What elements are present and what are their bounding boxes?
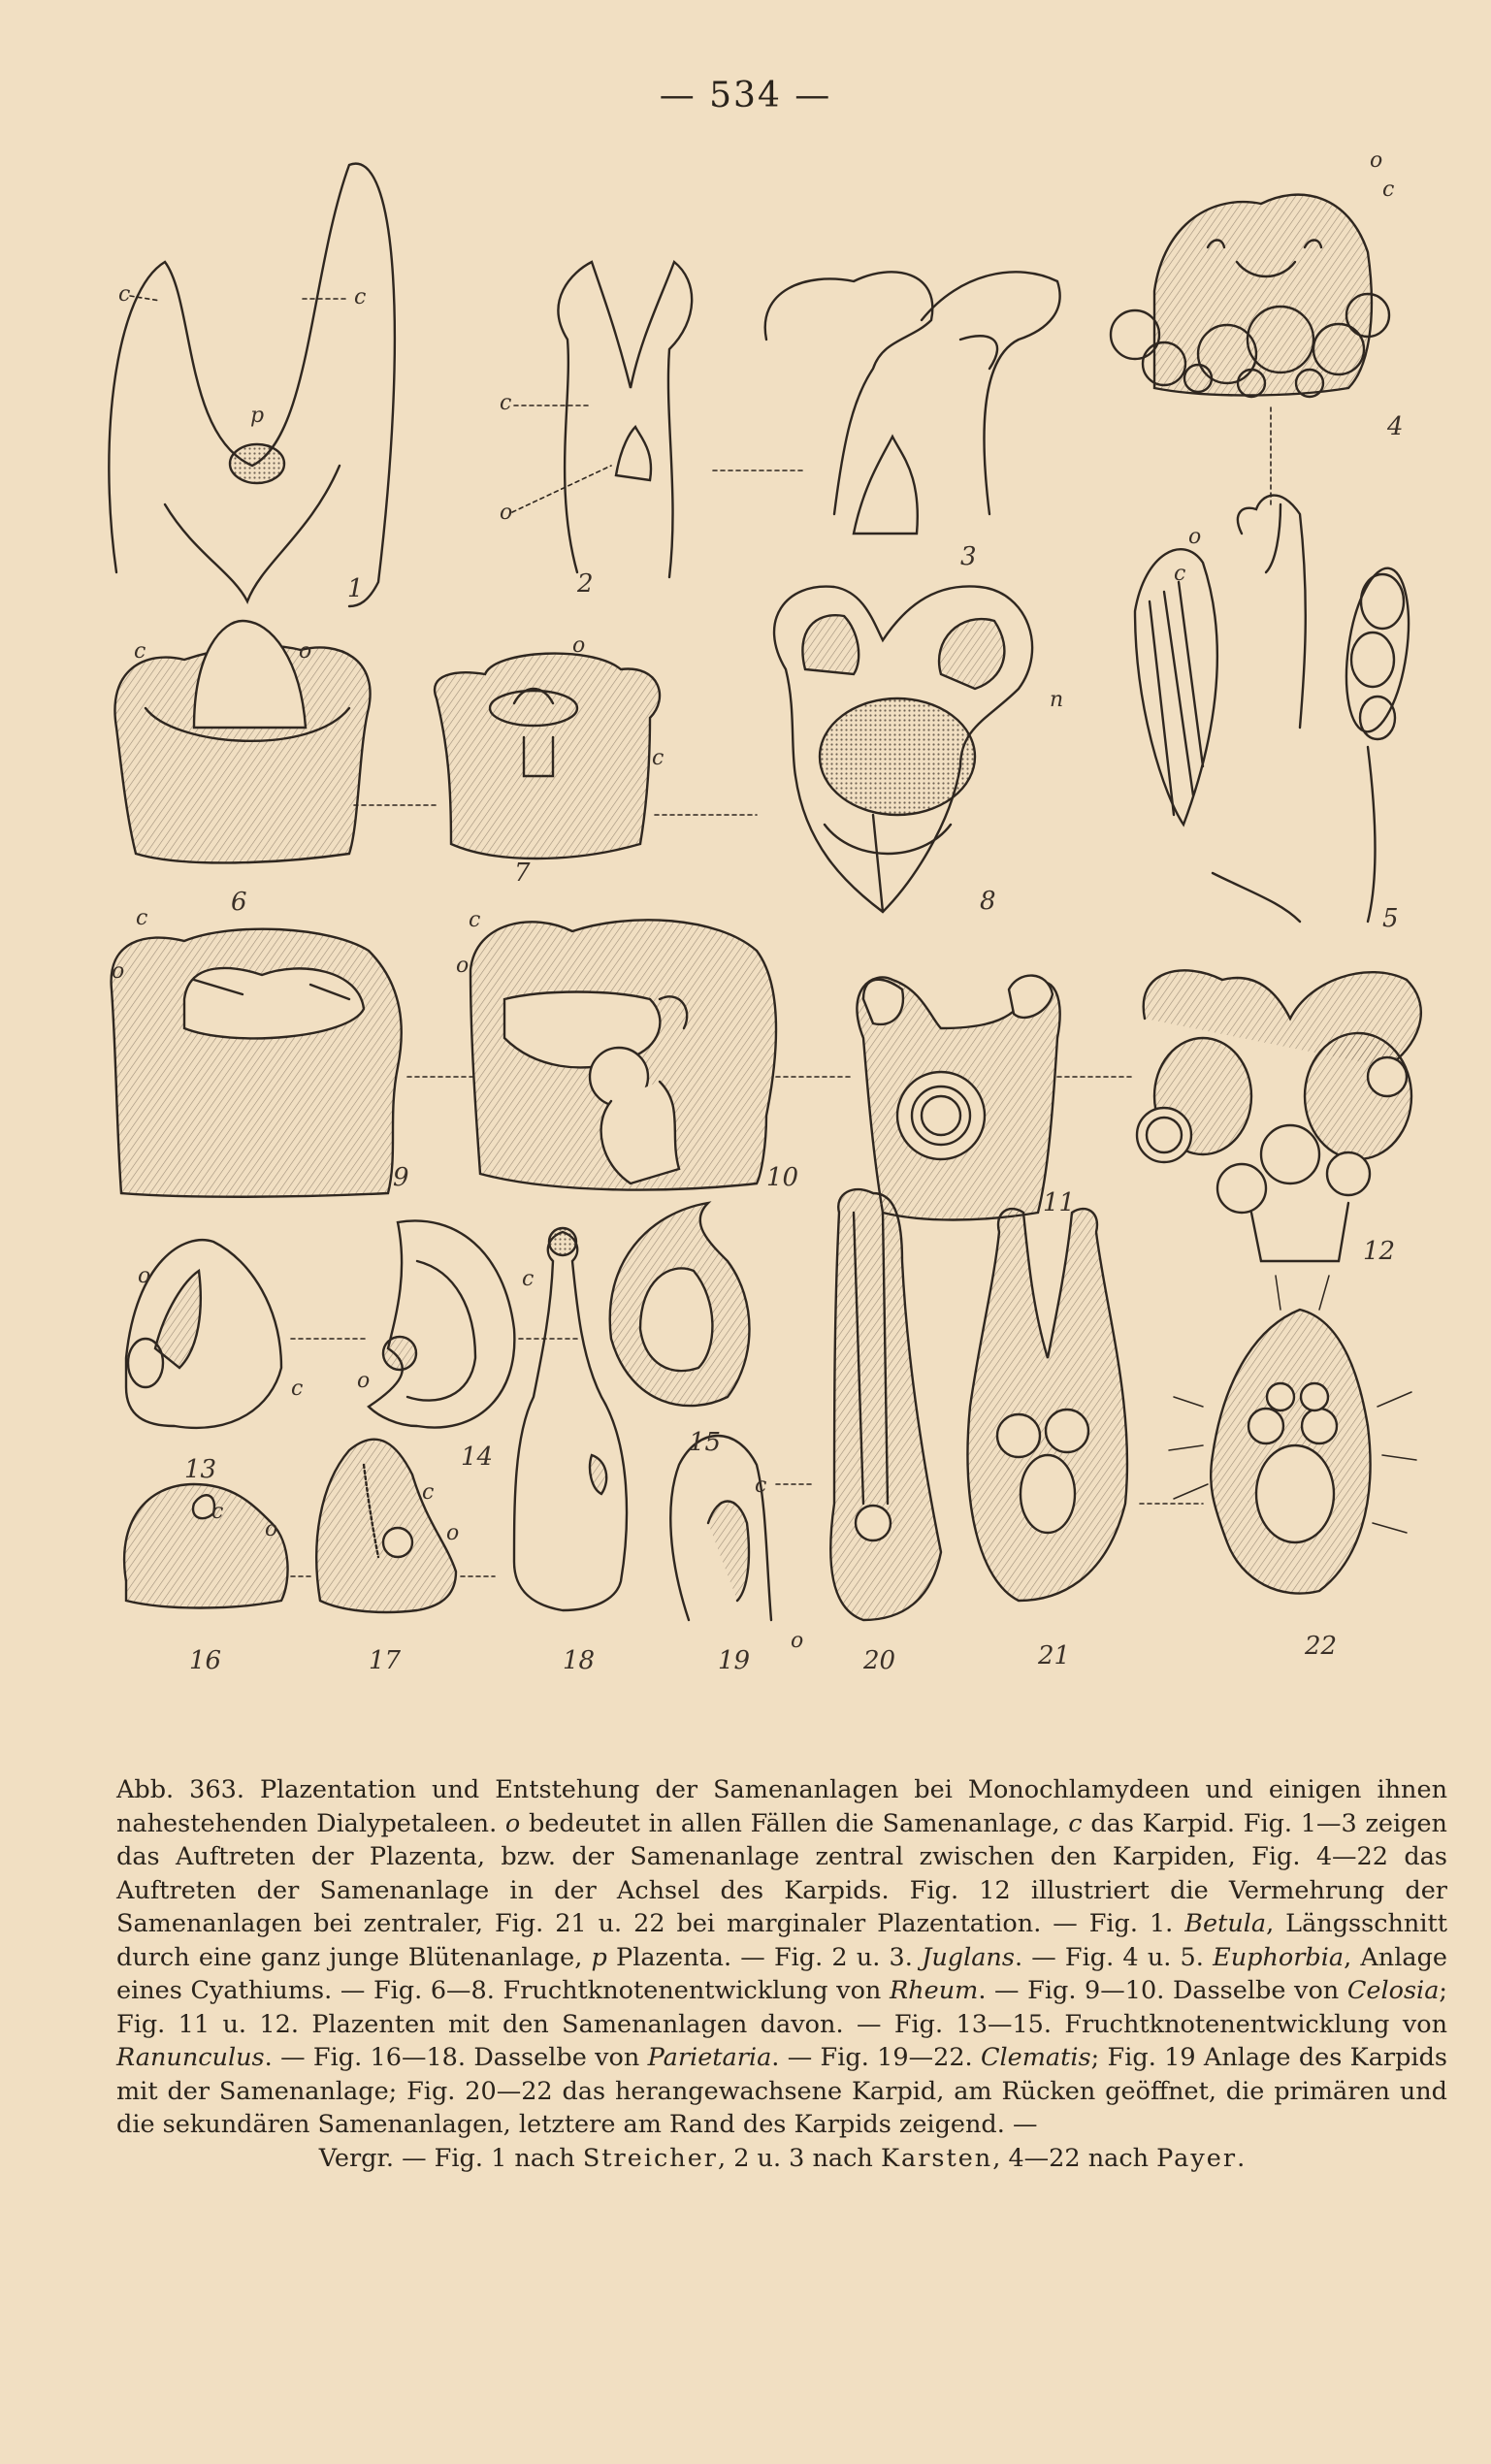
fig-number-13: 13 <box>184 1455 217 1484</box>
figure-10 <box>470 920 854 1189</box>
figure-12 <box>1137 970 1421 1261</box>
fig-number-18: 18 <box>563 1646 596 1675</box>
fig6-label-o: o <box>299 639 312 664</box>
figure-5 <box>1135 496 1418 922</box>
figure-9 <box>112 929 475 1197</box>
fig5-label-o: o <box>1188 525 1202 549</box>
fig13-label-o: o <box>138 1264 151 1288</box>
page-number: — 534 — <box>659 76 832 115</box>
fig-number-10: 10 <box>766 1163 799 1192</box>
fig-number-7: 7 <box>514 859 531 888</box>
fig-number-3: 3 <box>960 542 977 571</box>
fig-number-19: 19 <box>718 1646 751 1675</box>
figure-8 <box>774 586 1032 912</box>
figure-19 <box>670 1436 815 1620</box>
fig-number-20: 20 <box>863 1646 896 1675</box>
figure-4 <box>1111 195 1389 504</box>
fig19-label-c: c <box>755 1474 767 1498</box>
fig10-label-o: o <box>456 954 470 978</box>
fig14-label-c: c <box>522 1267 535 1291</box>
fig13-label-c: c <box>291 1377 304 1401</box>
fig-number-5: 5 <box>1382 904 1399 933</box>
fig19-label-o: o <box>791 1629 804 1653</box>
fig-number-9: 9 <box>393 1163 409 1192</box>
fig17-label-c: c <box>422 1480 435 1505</box>
caption-credits: Vergr. — Fig. 1 nach Streicher, 2 u. 3 nach Karsten, 4—22 nach Payer. <box>318 2143 1246 2173</box>
fig7-label-o: o <box>572 633 586 658</box>
fig9-label-c: c <box>136 906 148 930</box>
fig16-label-o: o <box>265 1517 278 1541</box>
figure-caption <box>116 1773 1447 2175</box>
figure-3 <box>765 272 1060 534</box>
fig14-label-o: o <box>357 1369 371 1393</box>
figure-15 <box>610 1203 750 1406</box>
plate-drawing <box>87 146 1445 1717</box>
fig17-label-o: o <box>446 1521 460 1545</box>
figure-6 <box>114 621 437 862</box>
fig10-label-c: c <box>469 908 481 932</box>
figure-20 <box>830 1189 941 1620</box>
fig1-label-p: p <box>250 404 265 428</box>
fig-number-4: 4 <box>1387 412 1404 441</box>
fig-number-17: 17 <box>369 1646 402 1675</box>
fig16-label-c: c <box>211 1500 224 1524</box>
figure-7 <box>435 654 757 859</box>
fig1-label-c-left: c <box>118 282 131 307</box>
fig1-label-c-right: c <box>354 285 367 309</box>
figure-22 <box>1169 1276 1416 1594</box>
figure-2 <box>512 262 692 577</box>
fig-number-15: 15 <box>689 1428 722 1457</box>
figure-11 <box>857 976 1135 1220</box>
fig-number-11: 11 <box>1043 1188 1076 1217</box>
figure-21 <box>967 1209 1203 1601</box>
fig-number-8: 8 <box>980 887 996 916</box>
fig-number-16: 16 <box>189 1646 222 1675</box>
fig7-label-c: c <box>652 746 664 770</box>
fig-number-2: 2 <box>577 569 594 599</box>
fig-number-12: 12 <box>1363 1237 1396 1266</box>
figure-13 <box>126 1240 369 1428</box>
fig5-label-c: c <box>1174 562 1186 586</box>
fig-number-14: 14 <box>461 1443 494 1472</box>
fig-number-6: 6 <box>231 888 247 917</box>
figure-1 <box>109 164 395 606</box>
fig-number-22: 22 <box>1305 1632 1338 1661</box>
fig6-label-c: c <box>134 639 146 664</box>
figure-plate <box>87 146 1445 1717</box>
fig8-label-n: n <box>1050 688 1064 712</box>
caption-body: Abb. 363. Plazentation und Entstehung der Samenanlagen bei Monochlamydeen und einigen ihnen nahestehenden Dialypetaleen. o bedeutet in allen Fällen die Samenanlage, c das Karpid. Fig. 1—3 zeigen das Auftreten der Plazenta, bzw. der Samenanlage zentral zwischen den Karpiden, Fig. 4—22 das Auftreten der Samenanlage in der Achsel des Karpids. Fig. 12 illustriert die Vermehrung der Samenanlagen bei zentraler, Fig. 21 u. 22 bei marginaler Plazentation. — Fig. 1. Betula, Längsschnitt durch eine ganz junge Blütenanlage, p Plazenta. — Fig. 2 u. 3. Juglans. — Fig. 4 u. 5. Euphorbia, Anlage eines Cyathiums. — Fig. 6—8. Fruchtknotenentwicklung von Rheum. — Fig. 9—10. Dasselbe von Celosia; Fig. 11 u. 12. Plazenten mit den Samenanlagen davon. — Fig. 13—15. Fruchtknotenentwicklung von Ranunculus. — Fig. 16—18. Dasselbe von Parietaria. — Fig. 19—22. Clematis; Fig. 19 Anlage des Karpids mit der Samenanlage; Fig. 20—22 das herangewachsene Karpid, am Rücken geöffnet, die primären und die sekundären Samenanlagen, letztere am Rand des Karpids zeigend. — <box>116 1775 1448 2139</box>
fig4-label-o: o <box>1370 148 1383 173</box>
fig2-label-o: o <box>500 501 513 525</box>
fig-number-21: 21 <box>1038 1641 1071 1670</box>
fig-number-1: 1 <box>347 574 364 603</box>
fig4-label-c: c <box>1382 178 1395 202</box>
fig2-label-c: c <box>500 391 512 415</box>
fig9-label-o: o <box>112 959 125 984</box>
